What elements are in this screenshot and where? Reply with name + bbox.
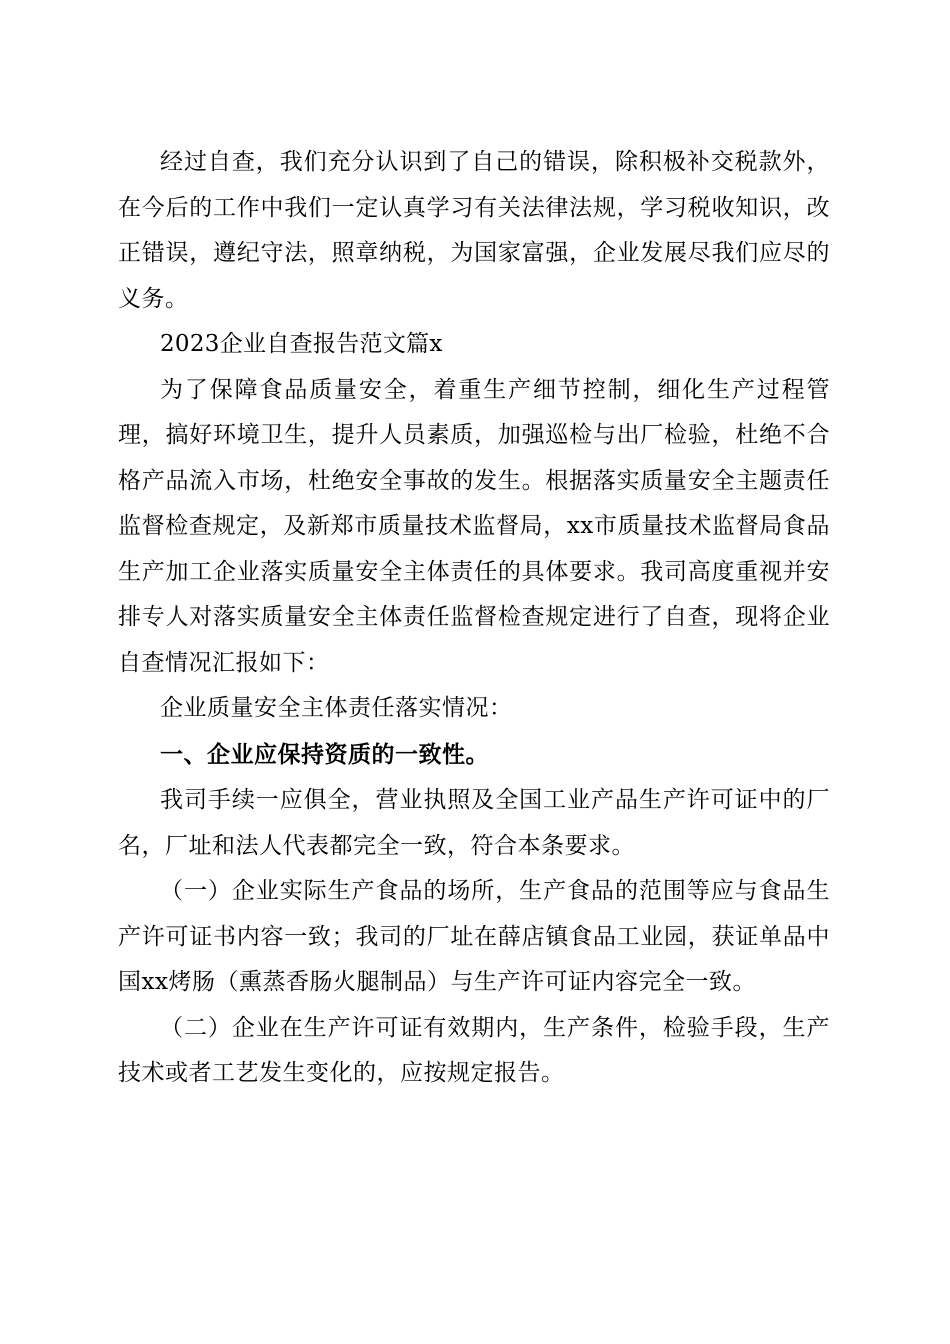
document-body — [118, 140, 830, 1097]
paragraph-self-check-conclusion: 经过自查，我们充分认识到了自己的错误，除积极补交税款外，在今后的工作中我们一定认真学习有关法律法规，学习税收知识，改正错误，遵纪守法，照章纳税，为国家富强，企业发展尽我们应尽的义务。 — [118, 149, 830, 312]
paragraph-license-consistency: 我司手续一应俱全，营业执照及全国工业产品生产许可证中的厂名，厂址和法人代表都完全一致，符合本条要求。 — [118, 787, 830, 859]
paragraph-introduction: 为了保障食品质量安全，着重生产细节控制，细化生产过程管理，搞好环境卫生，提升人员素质，加强巡检与出厂检验，杜绝不合格产品流入市场，杜绝安全事故的发生。根据落实质量安全主题责任监督检查规定，及新郑市质量技术监督局，xx市质量技术监督局食品生产加工企业落实质量安全主体责任的具体要求。我司高度重视并安排专人对落实质量安全主体责任监督检查规定进行了自查，现将企业自查情况汇报如下： — [118, 376, 830, 676]
paragraph-item-one: （一）企业实际生产食品的场所，生产食品的范围等应与食品生产许可证书内容一致；我司的厂址在薛店镇食品工业园，获证单品中国xx烤肠（熏蒸香肠火腿制品）与生产许可证内容完全一致。 — [118, 878, 830, 995]
paragraph-item-two: （二）企业在生产许可证有效期内，生产条件，检验手段，生产技术或者工艺发生变化的，应按规定报告。 — [118, 1014, 830, 1086]
paragraph-responsibility-status: 企业质量安全主体责任落实情况： — [160, 695, 513, 721]
heading-qualification-consistency: 一、企业应保持资质的一致性。 — [160, 741, 489, 768]
section-title: 2023企业自查报告范文篇x — [160, 331, 443, 357]
